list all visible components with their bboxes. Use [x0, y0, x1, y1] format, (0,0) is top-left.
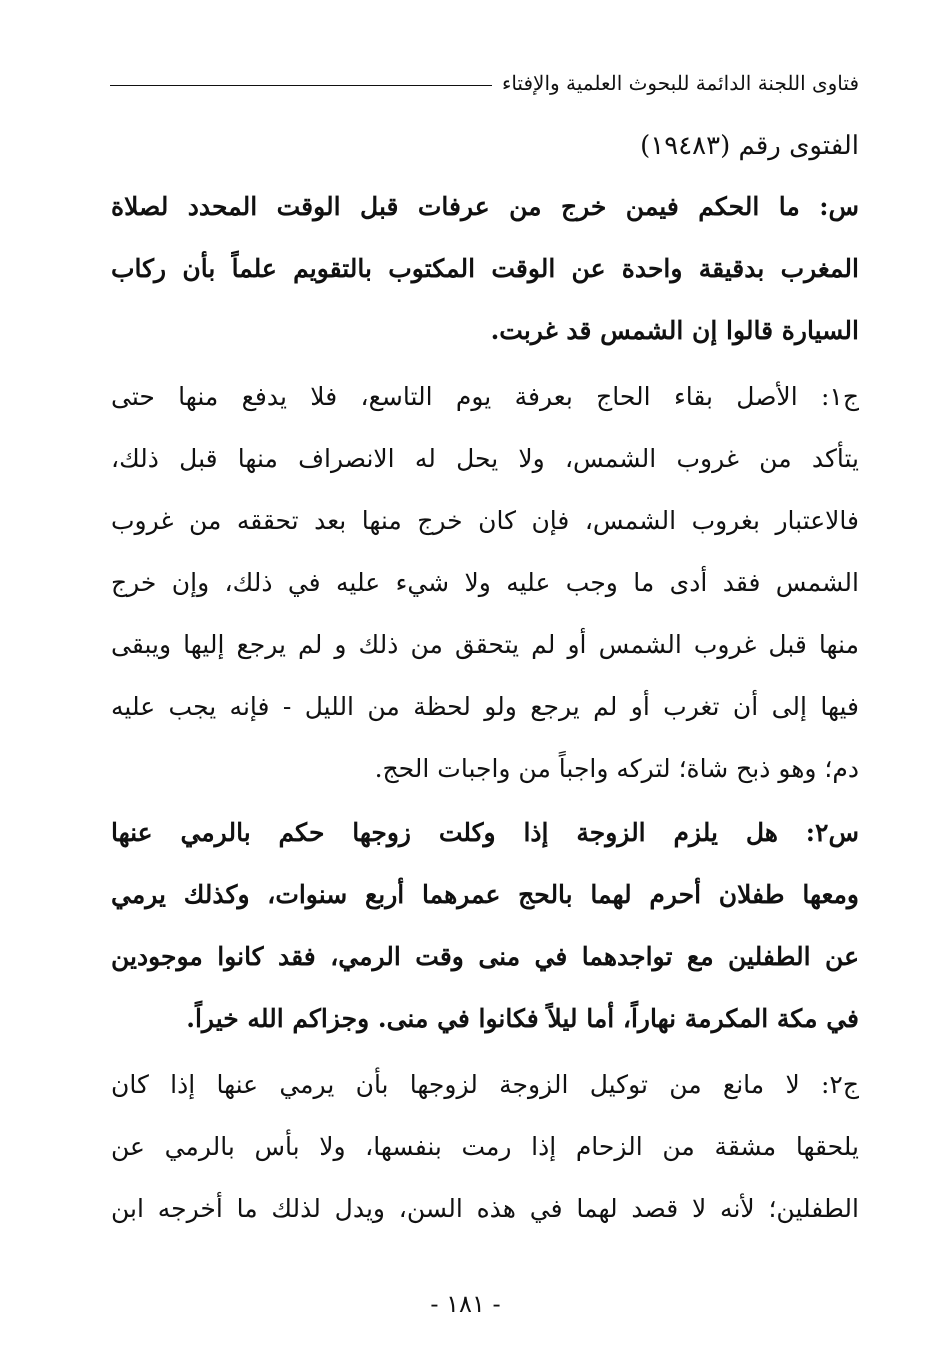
answer-2	[111, 1054, 859, 1240]
text-line: ج١: الأصل بقاء الحاج بعرفة يوم التاسع، فلا يدفع منها حتى	[111, 382, 859, 411]
text-line: فالاعتبار بغروب الشمس، فإن كان خرج منها بعد تحققه من غروب	[111, 506, 859, 535]
question-2	[111, 802, 859, 1050]
text-line: في مكة المكرمة نهاراً، أما ليلاً فكانوا في منى. وجزاكم الله خيراً.	[186, 1004, 859, 1033]
question-1	[111, 176, 859, 362]
answer-1	[111, 366, 859, 800]
text-line: ومعها طفلان أحرم لهما بالحج عمرهما أربع سنوات، وكذلك يرمي	[111, 880, 859, 909]
running-header-title: فتاوى اللجنة الدائمة للبحوث العلمية والإفتاء	[501, 71, 859, 95]
running-header	[110, 66, 859, 100]
text-line: الطفلين؛ لأنه لا قصد لهما في هذه السن، ويدل لذلك ما أخرجه ابن	[111, 1194, 859, 1223]
text-line: يلحقها مشقة من الزحام إذا رمت بنفسها، ولا بأس بالرمي عن	[111, 1132, 859, 1161]
text-line: يتأكد من غروب الشمس، ولا يحل له الانصراف منها قبل ذلك،	[111, 444, 859, 473]
text-line: ج٢: لا مانع من توكيل الزوجة لزوجها بأن يرمي عنها إذا كان	[111, 1070, 859, 1099]
text-line: منها قبل غروب الشمس أو لم يتحقق من ذلك و لم يرجع إليها ويبقى	[111, 630, 859, 659]
fatwa-number: الفتوى رقم (١٩٤٨٣)	[640, 131, 859, 161]
page-number: - ١٨١ -	[430, 1290, 501, 1318]
text-line: س٢: هل يلزم الزوجة إذا وكلت زوجها حكم بالرمي عنها	[111, 818, 859, 847]
text-line: عن الطفلين مع تواجدهما في منى وقت الرمي، فقد كانوا موجودين	[111, 942, 859, 971]
text-line: السيارة قالوا إن الشمس قد غربت.	[490, 316, 859, 345]
header-rule	[110, 85, 492, 86]
text-line: المغرب بدقيقة واحدة عن الوقت المكتوب بالتقويم علماً بأن ركاب	[111, 254, 859, 283]
text-line: فيها إلى أن تغرب أو لم يرجع ولو لحظة من الليل - فإنه يجب عليه	[111, 692, 859, 721]
text-line: الشمس فقد أدى ما وجب عليه ولا شيء عليه في ذلك، وإن خرج	[111, 568, 859, 597]
text-line: س: ما الحكم فيمن خرج من عرفات قبل الوقت المحدد لصلاة	[111, 192, 859, 221]
text-line: دم؛ وهو ذبح شاة؛ لتركه واجباً من واجبات الحج.	[374, 754, 859, 783]
